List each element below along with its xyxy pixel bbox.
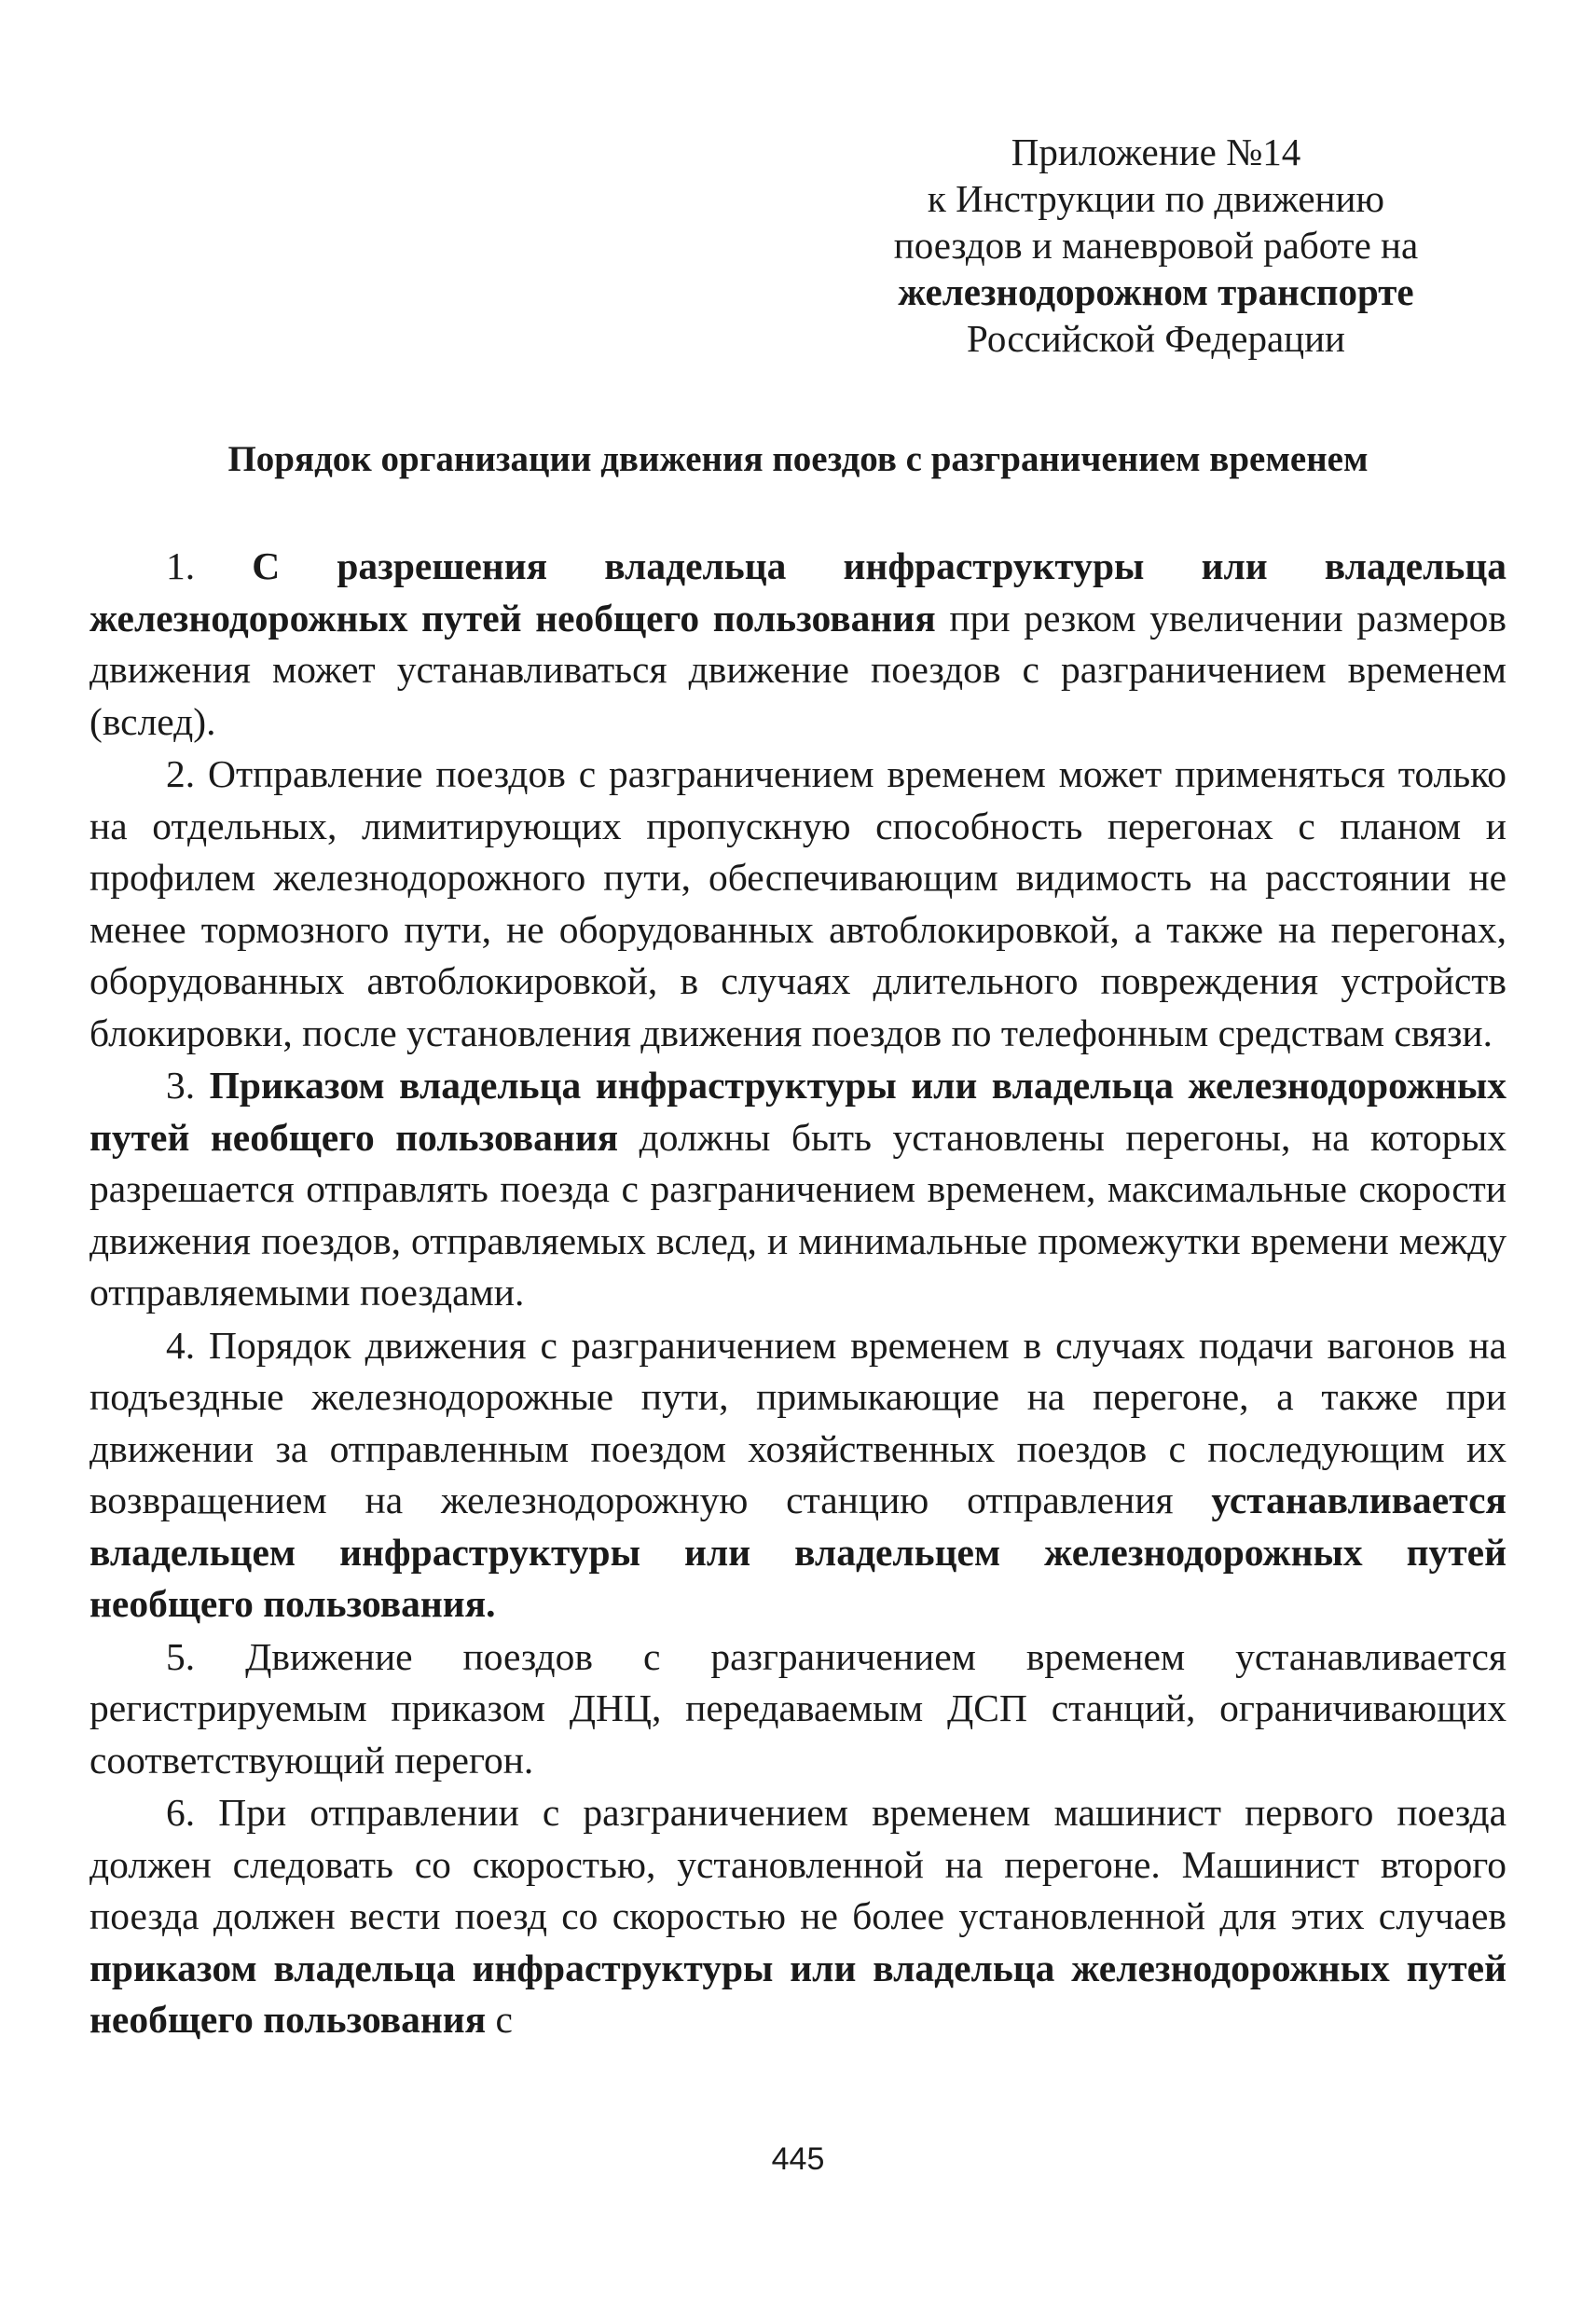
paragraph-6-text: 6. При отправлении с разграничением временем машинист первого поезда должен следовать со скоростью, установленной на перегоне. Машинист второго поезда должен вести поезд со скоростью не более установленной для этих случаев (89, 1791, 1507, 1937)
paragraph-1-bold: С разрешения владельца инфраструктуры или владельца железнодорожных путей необщего пользования (89, 544, 1507, 640)
paragraph-6 (89, 1787, 1507, 2046)
paragraph-4-text: 4. Порядок движения с разграничением временем в случаях подачи вагонов на подъездные железнодорожные пути, примыкающие на перегоне, а также при движении за отправленным поездом хозяйственных поездов с последующим их возвращением на железнодорожную станцию отправления (89, 1323, 1507, 1521)
document-body (89, 541, 1507, 2046)
paragraph-6-tail: с (495, 1998, 513, 2041)
appendix-line-federation: Российской Федерации (967, 317, 1345, 360)
paragraph-3-number: 3. (166, 1064, 196, 1107)
paragraph-4-bold: устанавливается владельцем инфраструктуры или владельцем железнодорожных путей необщего пользования. (89, 1479, 1507, 1625)
appendix-line-instruction: к Инструкции по движению (927, 177, 1385, 220)
appendix-header (802, 129, 1510, 362)
paragraph-5-text: 5. Движение поездов с разграничением временем устанавливается регистрируемым приказом ДНЦ, передаваемым ДСП станций, ограничивающих соответствующий перегон. (89, 1634, 1507, 1782)
paragraph-3-text: должны быть установлены перегоны, на которых разрешается отправлять поезда с разграничением временем, максимальные скорости движения поездов, отправляемых вслед, и минимальные промежутки времени между отправляемыми поездами. (89, 1115, 1507, 1314)
paragraph-1 (89, 541, 1507, 748)
paragraph-2-text: 2. Отправление поездов с разграничением временем может применяться только на отдельных, лимитирующих пропускную способность перегонах с планом и профилем железнодорожного пути, обеспечивающим видимость на расстоянии не менее тормозного пути, не оборудованных автоблокировкой, а также на перегонах, оборудованных автоблокировкой, в случаях длительного повреждения устройств блокировки, после установления движения поездов по телефонным средствам связи. (89, 752, 1507, 1054)
paragraph-1-number: 1. (166, 544, 196, 587)
paragraph-3 (89, 1060, 1507, 1319)
document-title: Порядок организации движения поездов с разграничением временем (227, 439, 1369, 479)
paragraph-6-bold: приказом владельца инфраструктуры или владельца железнодорожных путей необщего пользования (89, 1946, 1507, 2041)
appendix-line-trains: поездов и маневровой работе на (893, 224, 1419, 267)
appendix-line-transport: железнодорожном транспорте (898, 270, 1414, 313)
page-number: 445 (771, 2141, 825, 2177)
paragraph-1-text: при резком увеличении размеров движения может устанавливаться движение поездов с разграничением временем (вслед). (89, 596, 1507, 743)
paragraph-5 (89, 1631, 1507, 1787)
paragraph-4 (89, 1320, 1507, 1631)
paragraph-3-bold: Приказом владельца инфраструктуры или владельца железнодорожных путей необщего пользования (89, 1064, 1507, 1159)
appendix-number: Приложение №14 (1011, 131, 1301, 173)
paragraph-2 (89, 749, 1507, 1059)
